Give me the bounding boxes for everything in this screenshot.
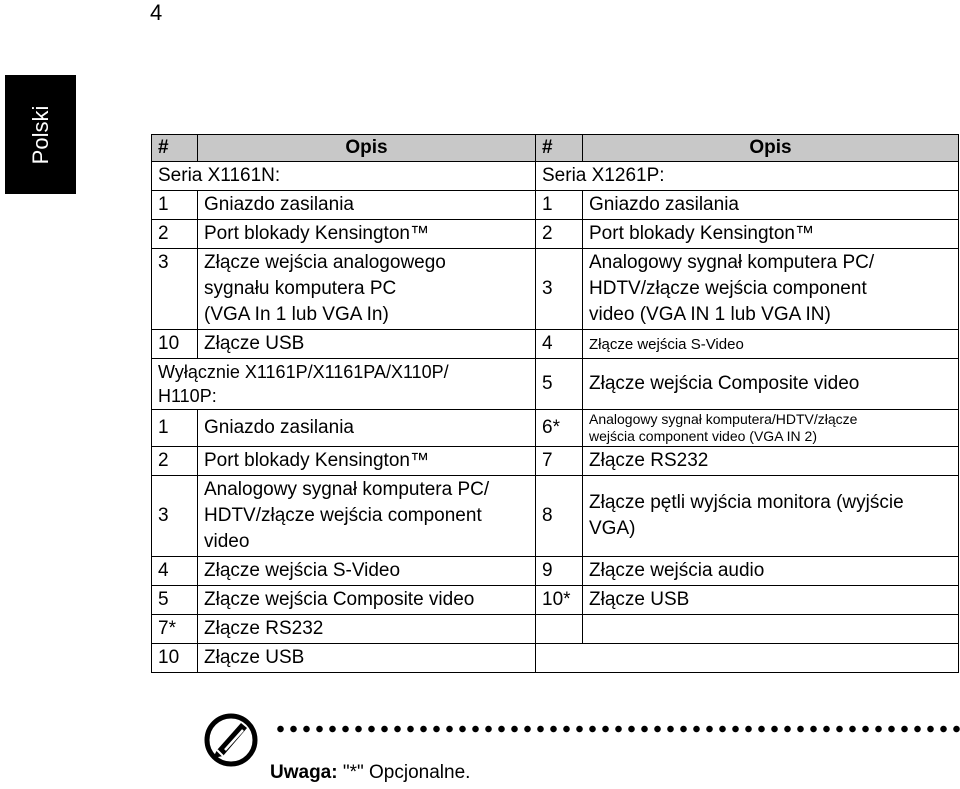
item-description [583, 249, 959, 330]
empty-cell [536, 615, 583, 644]
item-number: 8 [536, 476, 583, 557]
description-line: HDTV/złącze wejścia component [589, 278, 867, 299]
subheading-line: Wyłącznie X1161P/X1161PA/X110P/ [158, 362, 449, 382]
language-side-tab [5, 75, 76, 194]
table-header-row [152, 135, 959, 162]
item-number: 10* [536, 586, 583, 615]
item-description: Port blokady Kensington™ [198, 220, 536, 249]
item-number: 2 [536, 220, 583, 249]
table-row [152, 410, 959, 447]
footnote-text: "*" Opcjonalne. [337, 762, 471, 783]
description-line: VGA) [589, 518, 636, 539]
description-line: sygnału komputera PC [204, 278, 397, 299]
item-description: Złącze wejścia S-Video [198, 557, 536, 586]
footnote-label: Uwaga: [270, 762, 338, 783]
item-description: Gniazdo zasilania [198, 410, 536, 447]
series-label-right: Seria X1261P: [536, 162, 959, 191]
table-row [152, 447, 959, 476]
item-number: 9 [536, 557, 583, 586]
item-description: Złącze USB [198, 644, 536, 673]
note-divider [274, 724, 960, 734]
header-description-left: Opis [198, 135, 536, 162]
description-line: video (VGA IN 1 lub VGA IN) [589, 304, 831, 325]
page-number: 4 [150, 0, 163, 25]
item-description: Złącze RS232 [198, 615, 536, 644]
connector-table [151, 134, 959, 673]
empty-cell [583, 644, 959, 673]
item-number: 7 [536, 447, 583, 476]
empty-cell [536, 644, 583, 673]
item-number: 6* [536, 410, 583, 447]
language-label: Polski [27, 105, 53, 164]
table-row [152, 557, 959, 586]
item-description: Gniazdo zasilania [583, 191, 959, 220]
item-description: Złącze wejścia Composite video [198, 586, 536, 615]
table-row [152, 330, 959, 359]
item-description: Port blokady Kensington™ [583, 220, 959, 249]
item-number: 5 [152, 586, 198, 615]
item-number: 4 [536, 330, 583, 359]
item-number: 3 [152, 476, 198, 557]
description-line: Złącze pętli wyjścia monitora (wyjście [589, 492, 904, 513]
description-line: (VGA In 1 lub VGA In) [204, 304, 389, 325]
item-number: 3 [152, 249, 198, 330]
description-line: video [204, 531, 250, 552]
item-number: 1 [152, 410, 198, 447]
header-description-right: Opis [583, 135, 959, 162]
item-description [198, 249, 536, 330]
table-row [152, 191, 959, 220]
footnote [270, 761, 470, 785]
item-number: 1 [152, 191, 198, 220]
header-number-right: # [536, 135, 583, 162]
description-line: Analogowy sygnał komputera/HDTV/złącze [589, 411, 858, 427]
header-number-left: # [152, 135, 198, 162]
item-description: Złącze wejścia S-Video [583, 330, 959, 359]
item-number: 4 [152, 557, 198, 586]
item-description: Złącze wejścia audio [583, 557, 959, 586]
description-line: Analogowy sygnał komputera PC/ [204, 479, 490, 500]
series-label-left: Seria X1161N: [152, 162, 536, 191]
description-line: Złącze wejścia analogowego [204, 252, 446, 273]
table-row [152, 249, 959, 330]
models-subheading [152, 359, 536, 410]
item-number: 2 [152, 447, 198, 476]
item-number: 7* [152, 615, 198, 644]
table-row [152, 220, 959, 249]
table-row [152, 644, 959, 673]
empty-cell [583, 615, 959, 644]
description-line: HDTV/złącze wejścia component [204, 505, 482, 526]
table-row [152, 586, 959, 615]
note-pen-icon [203, 712, 259, 768]
item-description: Złącze wejścia Composite video [583, 359, 959, 410]
item-description [583, 476, 959, 557]
item-description: Port blokady Kensington™ [198, 447, 536, 476]
item-description: Złącze RS232 [583, 447, 959, 476]
description-line: Analogowy sygnał komputera PC/ [589, 252, 875, 273]
table-row [152, 359, 959, 410]
item-description: Złącze USB [583, 586, 959, 615]
item-number: 5 [536, 359, 583, 410]
item-number: 10 [152, 330, 198, 359]
table-row [152, 162, 959, 191]
item-number: 1 [536, 191, 583, 220]
item-number: 10 [152, 644, 198, 673]
item-description: Złącze USB [198, 330, 536, 359]
item-number: 3 [536, 249, 583, 330]
description-line: wejścia component video (VGA IN 2) [589, 428, 817, 444]
item-description [198, 476, 536, 557]
subheading-line: H110P: [158, 386, 217, 406]
item-number: 2 [152, 220, 198, 249]
item-description: Gniazdo zasilania [198, 191, 536, 220]
item-description [583, 410, 959, 447]
table-row [152, 476, 959, 557]
table-row [152, 615, 959, 644]
